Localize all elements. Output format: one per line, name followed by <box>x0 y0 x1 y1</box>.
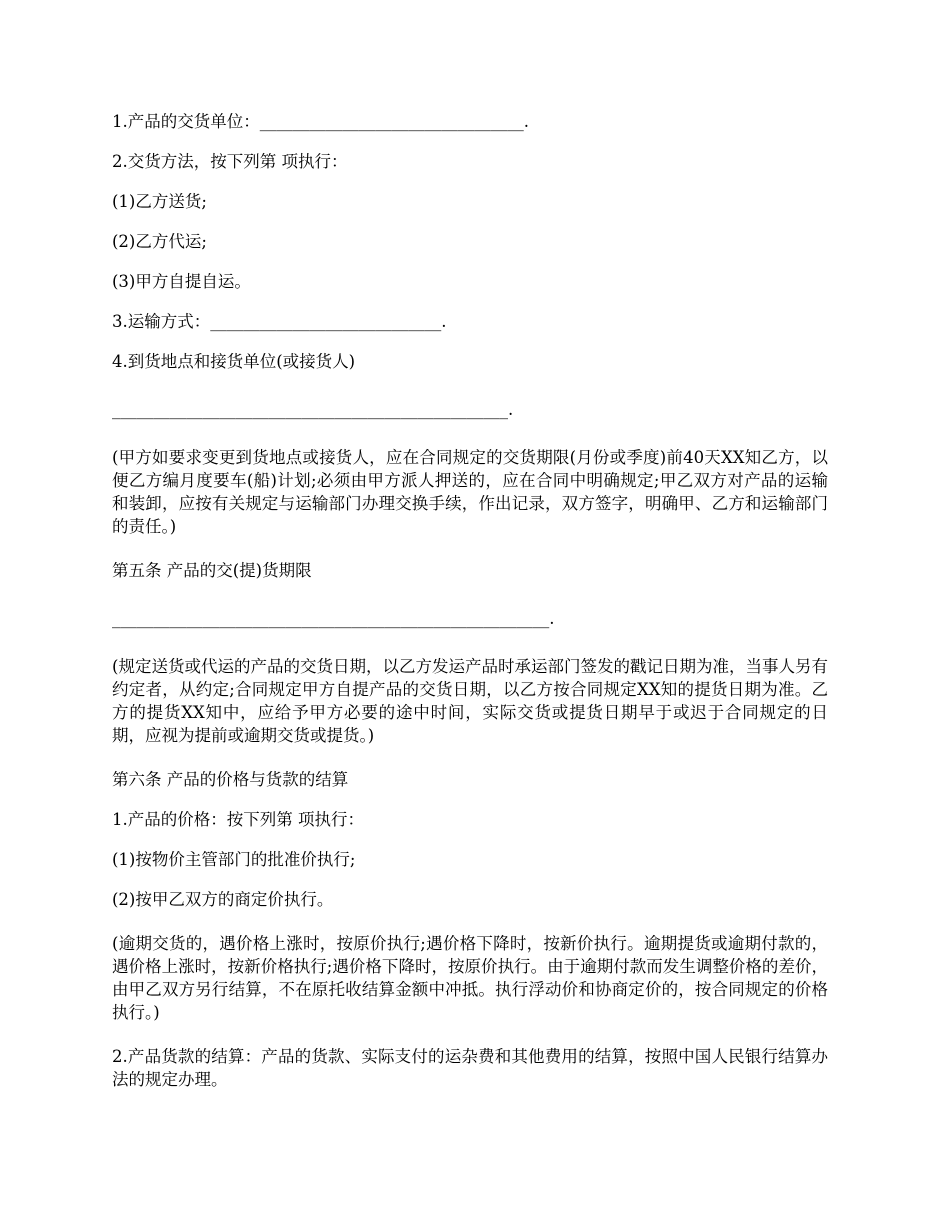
price-note: (逾期交货的，遇价格上涨时，按原价执行;遇价格下降时，按新价执行。逾期提货或逾期付款的，遇价格上涨时，按新价格执行;遇价格下降时，按原价执行。由于逾期付款而发生调整价格的差价，由甲乙双方另行结算，不在原托收结算金额中冲抵。执行浮动价和协商定价的，按合同规定的价格执行。) <box>112 934 828 1022</box>
destination-line: 4.到货地点和接货单位(或接货人) <box>112 352 356 371</box>
payment-settlement-line: 2.产品货款的结算：产品的货款、实际支付的运杂费和其他费用的结算，按照中国人民银行结算办法的规定办理。 <box>112 1047 828 1089</box>
article-six-heading: 第六条 产品的价格与货款的结算 <box>112 770 349 789</box>
price-option-agreed: (2)按甲乙双方的商定价执行。 <box>112 890 334 909</box>
article-five-heading: 第五条 产品的交(提)货期限 <box>112 561 312 580</box>
delivery-period-blank: _____________________________________________________. <box>112 609 555 628</box>
document-page <box>112 110 828 1091</box>
option-buyer-pickup: (3)甲方自提自运。 <box>112 272 251 291</box>
destination-note: (甲方如要求变更到货地点或接货人，应在合同规定的交货期限(月份或季度)前40天XX知乙方，以便乙方编月度要车(船)计划;必须由甲方派人押送的，应在合同中明确规定;甲乙双方对产品的运输和装卸，应按有关规定与运输部门办理交换手续，作出记录，双方签字，明确甲、乙方和运输部门的责任。) <box>112 448 828 536</box>
delivery-unit-line: 1.产品的交货单位：________________________________. <box>112 112 529 131</box>
destination-blank: ________________________________________________. <box>112 400 514 419</box>
option-seller-shipping: (2)乙方代运; <box>112 232 207 251</box>
price-option-approved: (1)按物价主管部门的批准价执行; <box>112 850 356 869</box>
price-line: 1.产品的价格：按下列第 项执行： <box>112 810 364 829</box>
option-seller-delivery: (1)乙方送货; <box>112 192 207 211</box>
transport-method-line: 3.运输方式：____________________________. <box>112 312 447 331</box>
delivery-period-note: (规定送货或代运的产品的交货日期，以乙方发运产品时承运部门签发的戳记日期为准，当事人另有约定者，从约定;合同规定甲方自提产品的交货日期，以乙方按合同规定XX知的提货日期为准。乙方的提货XX知中，应给予甲方必要的途中时间，实际交货或提货日期早于或迟于合同规定的日期，应视为提前或逾期交货或提货。) <box>112 657 828 745</box>
delivery-method-line: 2.交货方法，按下列第 项执行： <box>112 152 348 171</box>
